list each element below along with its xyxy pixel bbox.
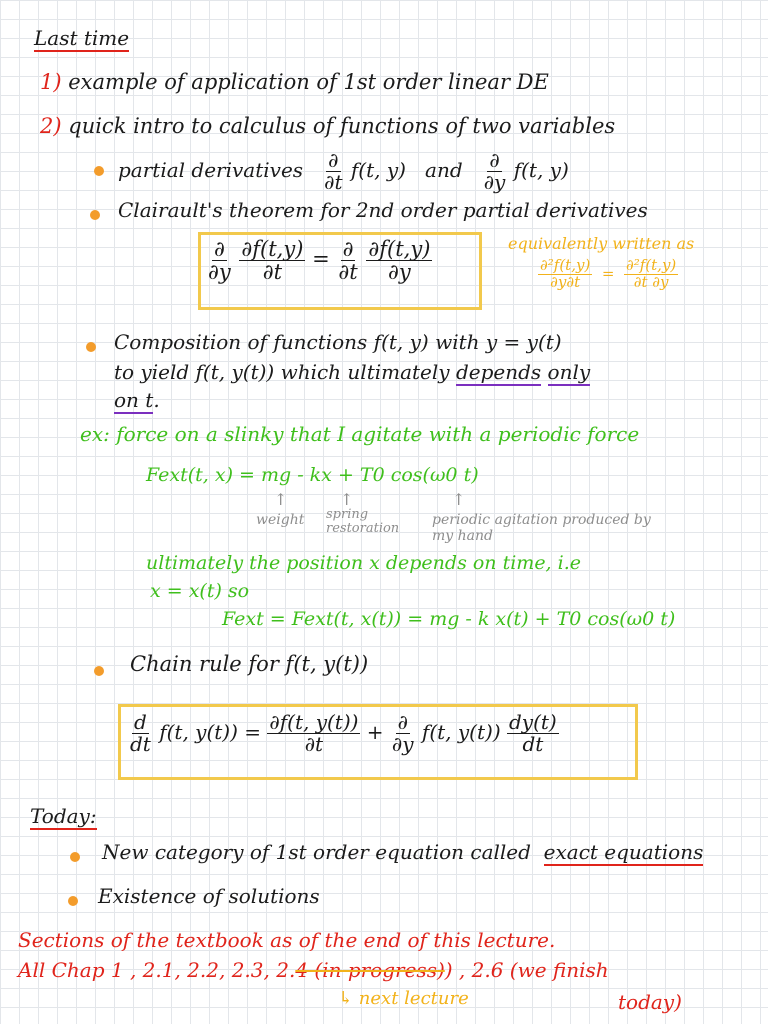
and-word: and bbox=[425, 158, 463, 182]
item-2-text: quick intro to calculus of functions of two variables bbox=[68, 114, 616, 138]
partial-f-expression: f(t, y) bbox=[350, 158, 406, 182]
clairault-equation bbox=[206, 238, 432, 283]
composition-line-1: Composition of functions f(t, y) with y = y(t) bbox=[114, 330, 562, 354]
heading-last-time: Last time bbox=[34, 26, 130, 50]
last-time-item-1 bbox=[40, 70, 549, 94]
label-periodic: periodic agitation produced by my hand bbox=[432, 512, 651, 545]
equivalently-label: equivalently written as bbox=[508, 234, 695, 253]
bullet-icon bbox=[86, 342, 96, 352]
chain-f-ty: f(t, y(t)) bbox=[159, 720, 238, 744]
exact-equations-highlight: exact equations bbox=[543, 840, 704, 864]
on-t-words: on t bbox=[114, 388, 154, 412]
example-intro: ex: force on a slinky that I agitate with a periodic force bbox=[80, 422, 640, 446]
chain-f-ty-2: f(t, y(t)) bbox=[421, 720, 501, 744]
label-spring: spring restoration bbox=[326, 507, 400, 537]
label-weight: weight bbox=[256, 512, 305, 528]
next-lecture-note: ↳ next lecture bbox=[338, 988, 469, 1009]
bullet-icon bbox=[70, 852, 80, 862]
chain-partial-y: $\frac{\partial}{\partial y}$ bbox=[391, 710, 414, 756]
item-1-text: example of application of 1st order linear DE bbox=[68, 70, 549, 94]
full-force-equation: Fext = Fext(t, x(t)) = mg - k x(t) + T0 cos(ω0 t) bbox=[222, 608, 676, 630]
equiv-left-fraction: $\frac{\text{∂²f(t,y)}}{\partial y\partial t}$ bbox=[540, 256, 591, 291]
ultimately-line-2: x = x(t) so bbox=[150, 580, 250, 602]
clairault-equals: = bbox=[312, 247, 330, 272]
bullet-icon bbox=[90, 210, 100, 220]
arrow-up-icon: ↑ bbox=[340, 490, 354, 509]
clairault-d-dt: $\frac{\partial}{\partial t}$ bbox=[338, 237, 358, 285]
chain-d-dt: $\frac{d}{dt}$ bbox=[130, 710, 151, 756]
arrow-up-icon: ↑ bbox=[452, 490, 466, 509]
last-time-item-2 bbox=[40, 114, 615, 138]
sections-line-1: Sections of the textbook as of the end of this lecture. bbox=[18, 928, 556, 952]
only-word: only bbox=[547, 360, 591, 384]
clairault-d-dy: $\frac{\partial}{\partial y}$ bbox=[208, 237, 231, 285]
chain-equals: = bbox=[244, 720, 262, 744]
chain-rule-equation bbox=[128, 712, 559, 755]
partial-f-expression-2: f(t, y) bbox=[513, 158, 569, 182]
today-item-1: New category of 1st order equation called exact equations bbox=[102, 840, 704, 864]
sections-line-2: All Chap 1 , 2.1, 2.2, 2.3, 2.4 (in progress)) , 2.6 (we finish bbox=[18, 958, 609, 982]
chain-plus: + bbox=[366, 720, 384, 744]
example-equation: Fext(t, x) = mg - kx + T0 cos(ω0 t) bbox=[146, 464, 479, 486]
sections-line-3: today) bbox=[618, 990, 682, 1014]
bullet-icon bbox=[94, 666, 104, 676]
bullet-icon bbox=[68, 896, 78, 906]
clairault-df-dt: $\frac{\partial f(t,y)}{\partial t}$ bbox=[241, 237, 304, 285]
item-2-number: 2) bbox=[40, 114, 62, 138]
composition-line-3: on t. bbox=[114, 388, 160, 412]
equivalent-equation bbox=[538, 258, 678, 291]
struck-in-progress: 4 (in progress) bbox=[295, 958, 445, 982]
today-item-2: Existence of solutions bbox=[98, 884, 320, 908]
ultimately-line-1: ultimately the position x depends on time, i.e bbox=[146, 552, 581, 574]
clairault-df-dy: $\frac{\partial f(t,y)}{\partial y}$ bbox=[368, 237, 431, 285]
equiv-equals: = bbox=[601, 264, 615, 283]
equiv-right-fraction: $\frac{\text{∂²f(t,y)}}{\partial t \partial y}$ bbox=[625, 256, 677, 291]
arrow-up-icon: ↑ bbox=[274, 490, 288, 509]
item-1-number: 1) bbox=[40, 70, 62, 94]
bullet-icon bbox=[94, 166, 104, 176]
partial-derivatives-line bbox=[118, 150, 569, 193]
partial-derivatives-label: partial derivatives bbox=[118, 158, 304, 182]
depends-word: depends bbox=[455, 360, 542, 384]
chain-dy-dt: $\frac{dy(t)}{dt}$ bbox=[508, 710, 557, 756]
chain-rule-line: Chain rule for f(t, y(t)) bbox=[130, 652, 369, 676]
partial-t-fraction: $\frac{\partial}{\partial t}$ bbox=[324, 148, 343, 194]
partial-y-fraction: $\frac{\partial}{\partial y}$ bbox=[483, 148, 506, 194]
heading-today: Today: bbox=[30, 804, 97, 828]
clairault-line: Clairault's theorem for 2nd order partial derivatives bbox=[118, 198, 648, 222]
chain-partial-t: $\frac{\partial f(t, y(t))}{\partial t}$ bbox=[269, 710, 359, 756]
composition-line-2: to yield f(t, y(t)) which ultimately depends only bbox=[114, 360, 591, 384]
